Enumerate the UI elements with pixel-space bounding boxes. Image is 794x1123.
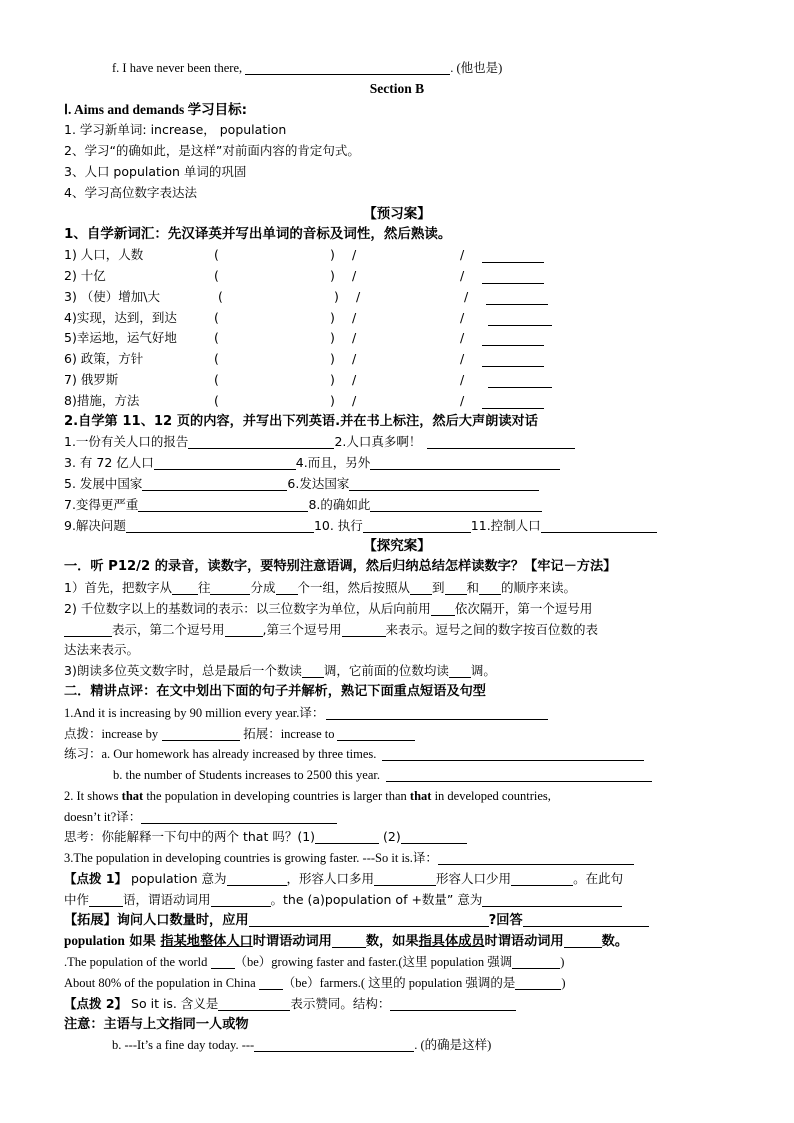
answer-blank[interactable] xyxy=(245,60,450,75)
sentence-1: 1.And it is increasing by 90 million every year.译： xyxy=(64,703,730,724)
part1-line-b3: 达法来表示。 xyxy=(64,642,140,658)
fill-blank[interactable] xyxy=(211,892,271,907)
fill-blank[interactable] xyxy=(564,933,602,948)
translation-blank[interactable] xyxy=(438,850,634,865)
phrase-blank[interactable] xyxy=(154,455,296,470)
fill-blank[interactable] xyxy=(410,580,432,595)
translation-blank[interactable] xyxy=(141,809,337,824)
phrase-row: 7.变得更严重 8.的确如此 xyxy=(64,495,730,516)
fill-blank[interactable] xyxy=(374,871,436,886)
phrase-blank[interactable] xyxy=(427,434,575,449)
phrase-blank[interactable] xyxy=(138,497,308,512)
word-row: 3) （使）增加\大 ( ) / / xyxy=(64,287,730,308)
fill-blank[interactable] xyxy=(445,580,467,595)
phrase-blank[interactable] xyxy=(126,518,314,533)
fill-blank[interactable] xyxy=(218,996,290,1011)
fill-blank[interactable] xyxy=(276,580,298,595)
word-row: 5)幸运地，运气好地 ( ) / / xyxy=(64,328,730,349)
practice-a: 练习：a. Our homework has already increased by three times. xyxy=(64,744,730,765)
tip-1-line-a: 【点拨 1】 population 意为 ，形容人口多用 形容人口少用 。在此句 xyxy=(64,871,624,887)
word-row: 6) 政策，方针 ( ) / / xyxy=(64,349,730,370)
fill-blank[interactable] xyxy=(479,580,501,595)
sentence-2-cont: doesn’t it?译： xyxy=(64,807,730,828)
aims-heading: Ⅰ. Aims and demands 学习目标: xyxy=(64,101,248,118)
phrase-blank[interactable] xyxy=(370,497,542,512)
part1-line-c: 3)朗读多位英文数字时，总是最后一个数读 调，它前面的位数均读 调。 xyxy=(64,663,496,679)
aims-item: 2、学习“的确如此，是这样”对前面内容的肯定句式。 xyxy=(64,143,360,159)
aims-item: 4、学习高位数字表达法 xyxy=(64,184,197,200)
fill-blank[interactable] xyxy=(249,912,489,927)
fill-blank[interactable] xyxy=(259,975,283,990)
part2-heading: 二．精讲点评：在文中划出下面的句子并解析，熟记下面重点短语及句型 xyxy=(64,683,486,699)
section-title: Section B xyxy=(369,80,425,96)
fill-blank[interactable] xyxy=(162,726,240,741)
fill-blank[interactable] xyxy=(225,622,263,637)
part1-line-a: 1）首先，把数字从 往 分成 个一组，然后按照从 到 和 的顺序来读。 xyxy=(64,579,577,595)
fill-blank[interactable] xyxy=(431,601,455,616)
translation-blank[interactable] xyxy=(254,1037,414,1052)
practice-b: b. the number of Students increases to 2500 this year. xyxy=(64,765,730,786)
fill-blank[interactable] xyxy=(337,726,415,741)
fill-blank[interactable] xyxy=(302,663,324,678)
worksheet-page xyxy=(64,58,730,1056)
phrase-blank[interactable] xyxy=(370,455,560,470)
phrase-row: 1.一份有关人口的报告 2.人口真多啊！ xyxy=(64,432,730,453)
fill-blank[interactable] xyxy=(64,622,112,637)
preview-task2: 2.自学第 11、12 页的内容，并写出下列英语.并在书上标注，然后大声朗读对话 xyxy=(64,413,538,429)
word-blank[interactable] xyxy=(482,394,544,409)
preview-task1: 1、自学新词汇：先汉译英并写出单词的音标及词性，然后熟读。 xyxy=(64,226,452,243)
intro-line: f. I have never been there, . (他也是) xyxy=(112,61,503,75)
extension-line-a: 【拓展】询问人口数量时，应用 ?回答 xyxy=(64,911,730,932)
part1-line-b2: 表示，第二个逗号用 ,第三个逗号用 来表示。逗号之间的数字按百位数的表 xyxy=(64,620,730,641)
word-blank[interactable] xyxy=(488,311,552,326)
word-blank[interactable] xyxy=(482,331,544,346)
word-blank[interactable] xyxy=(488,373,552,388)
word-row: 2) 十亿 ( ) / / xyxy=(64,266,730,287)
fill-blank[interactable] xyxy=(449,663,471,678)
fill-blank[interactable] xyxy=(511,871,573,886)
word-blank[interactable] xyxy=(486,290,548,305)
fill-blank[interactable] xyxy=(401,829,467,844)
preview-title: 【预习案】 xyxy=(363,205,431,222)
example-1: .The population of the world （be）growing faster and faster.(这里 population 强调 ) xyxy=(64,955,565,970)
translation-blank[interactable] xyxy=(382,746,644,761)
phrase-row: 3. 有 72 亿人口 4.而且，另外 xyxy=(64,453,730,474)
aims-item: 1. 学习新单词: increase， population xyxy=(64,122,287,138)
note: 注意：主语与上文指同一人或物 xyxy=(64,1016,249,1032)
fill-blank[interactable] xyxy=(89,892,123,907)
tip-2: 【点拨 2】 So it is. 含义是 表示赞同。结构： xyxy=(64,994,730,1015)
sentence-2: 2. It shows that the population in developing countries is larger than that in developed countries, xyxy=(64,788,551,803)
fill-blank[interactable] xyxy=(211,954,235,969)
fill-blank[interactable] xyxy=(315,829,379,844)
word-row: 7) 俄罗斯 ( ) / / xyxy=(64,370,730,391)
aims-item: 3、人口 population 单词的巩固 xyxy=(64,163,247,179)
fill-blank[interactable] xyxy=(512,954,560,969)
fill-blank[interactable] xyxy=(482,892,622,907)
fill-blank[interactable] xyxy=(172,580,198,595)
translation-blank[interactable] xyxy=(386,767,652,782)
fill-blank[interactable] xyxy=(227,871,287,886)
phrase-blank[interactable] xyxy=(541,518,657,533)
part1-heading: 一．听 P12/2 的录音，读数字，要特别注意语调，然后归纳总结怎样读数字？【牢记－方法】 xyxy=(64,559,617,575)
word-blank[interactable] xyxy=(482,269,544,284)
word-row: 4)实现，达到，到达 ( ) / / xyxy=(64,308,730,329)
phrase-blank[interactable] xyxy=(188,434,334,449)
part1-line-b1: 2) 千位数字以上的基数词的表示：以三位数字为单位，从后向前用 依次隔开，第一个逗号用 xyxy=(64,600,593,616)
fill-blank[interactable] xyxy=(515,975,561,990)
phrase-blank[interactable] xyxy=(142,476,287,491)
explore-title: 【探究案】 xyxy=(363,538,431,555)
word-blank[interactable] xyxy=(482,248,544,263)
word-row: 8)措施，方法 ( ) / / xyxy=(64,391,730,412)
word-blank[interactable] xyxy=(482,352,544,367)
example-2: About 80% of the population in China （be）farmers.( 这里的 population 强调的是 ) xyxy=(64,976,566,991)
fill-blank[interactable] xyxy=(210,580,250,595)
phrase-row: 5. 发展中国家 6.发达国家 xyxy=(64,474,730,495)
sentence-3: 3.The population in developing countries is growing faster. ---So it is.译： xyxy=(64,848,730,869)
sentence-2-think: 思考：你能解释一下句中的两个 that 吗？(1) (2) xyxy=(64,827,730,848)
translation-blank[interactable] xyxy=(326,705,548,720)
fill-blank[interactable] xyxy=(332,933,366,948)
word-row: 1) 人口，人数 ( ) / / xyxy=(64,245,730,266)
extension-line-b: population 如果 指某地整体人口时谓语动词用 数，如果指具体成员时谓语动词用 数。 xyxy=(64,933,629,950)
fill-blank[interactable] xyxy=(390,996,516,1011)
fill-blank[interactable] xyxy=(342,622,386,637)
tip-1-line-b: 中作 语，谓语动词用 。the (a)population of +数量” 意为 xyxy=(64,890,730,911)
phrase-row: 9.解决问题 10. 执行 11.控制人口 xyxy=(64,516,730,537)
phrase-blank[interactable] xyxy=(349,476,539,491)
fill-blank[interactable] xyxy=(523,912,649,927)
phrase-blank[interactable] xyxy=(363,518,471,533)
sentence-1-tip: 点拨：increase by 拓展：increase to xyxy=(64,724,730,745)
last-exercise: b. ---It’s a fine day today. --- . (的确是这样) xyxy=(112,1038,492,1053)
